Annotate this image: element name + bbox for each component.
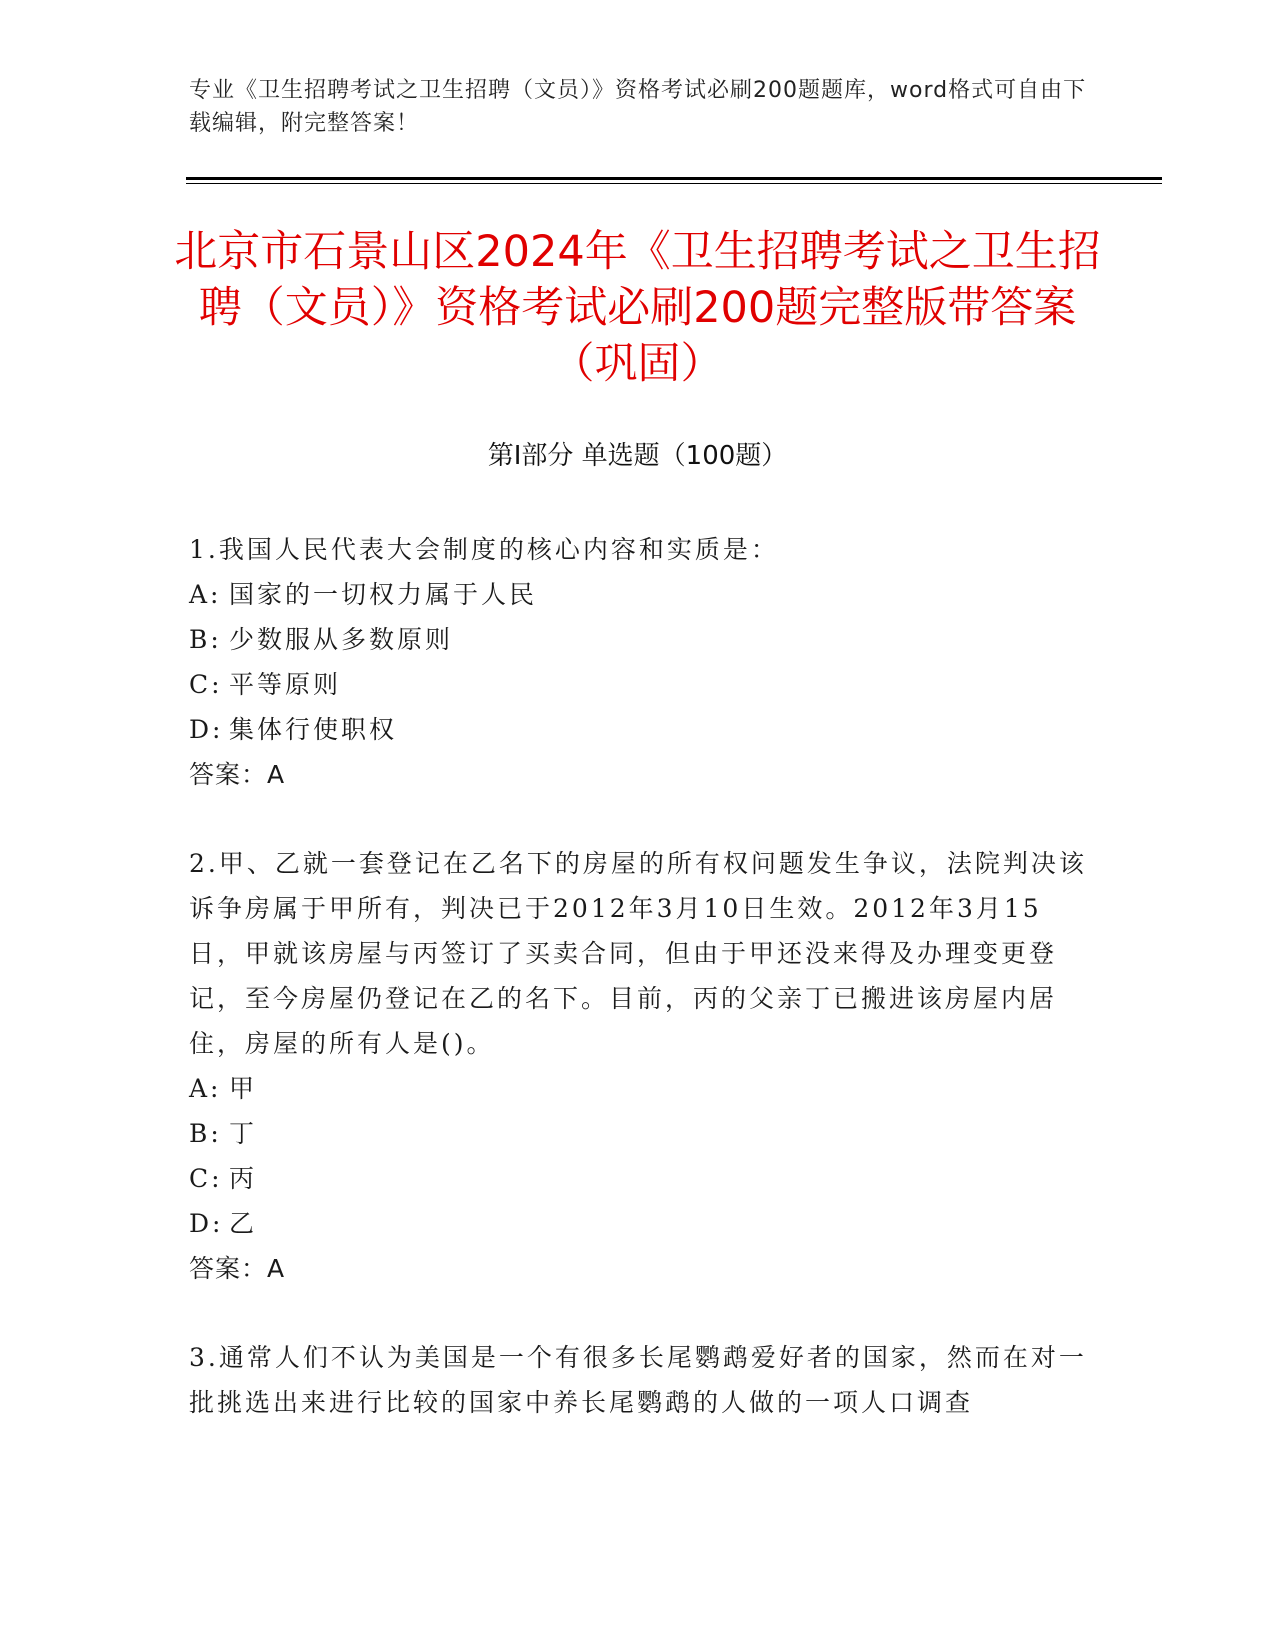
option-b	[189, 617, 1089, 662]
option-text: 丙	[229, 1164, 258, 1193]
option-letter: C:	[189, 1164, 223, 1193]
question-stem: 1.我国人民代表大会制度的核心内容和实质是：	[189, 535, 779, 564]
question-2	[189, 841, 1089, 1291]
header-divider-thin	[186, 183, 1162, 184]
option-c	[189, 1156, 1089, 1201]
option-a	[189, 1066, 1089, 1111]
question-list	[189, 527, 1089, 1469]
option-c	[189, 662, 1089, 707]
section-heading: 第I部分 单选题（100题）	[487, 441, 788, 471]
option-text: 丁	[229, 1119, 258, 1148]
document-title: 北京市石景山区2024年《卫生招聘考试之卫生招聘（文员）》资格考试必刷200题完整版带答案（巩固）	[174, 227, 1101, 389]
header-note: 专业《卫生招聘考试之卫生招聘（文员）》资格考试必刷200题题库，word格式可自由下载编辑，附完整答案！	[189, 78, 1087, 136]
option-letter: B:	[189, 1119, 222, 1148]
option-d	[189, 707, 1089, 752]
option-letter: A:	[189, 580, 222, 609]
option-text: 国家的一切权力属于人民	[229, 580, 538, 609]
option-text: 集体行使职权	[229, 715, 398, 744]
option-a	[189, 572, 1089, 617]
option-letter: C:	[189, 670, 223, 699]
answer-line: 答案：A	[189, 1254, 286, 1283]
option-letter: B:	[189, 625, 222, 654]
option-d	[189, 1201, 1089, 1246]
question-stem: 3.通常人们不认为美国是一个有很多长尾鹦鹉爱好者的国家，然而在对一批挑选出来进行比较的国家中养长尾鹦鹉的人做的一项人口调查	[189, 1343, 1087, 1417]
header-divider-thick	[186, 177, 1162, 180]
option-letter: A:	[189, 1074, 222, 1103]
option-letter: D:	[189, 715, 224, 744]
question-stem: 2.甲、乙就一套登记在乙名下的房屋的所有权问题发生争议，法院判决该诉争房属于甲所有，判决已于2012年3月10日生效。2012年3月15日，甲就该房屋与丙签订了买卖合同，但由于甲还没来得及办理变更登记，至今房屋仍登记在乙的名下。目前，丙的父亲丁已搬进该房屋内居住，房屋的所有人是()。	[189, 849, 1087, 1058]
option-text: 少数服从多数原则	[229, 625, 454, 654]
option-letter: D:	[189, 1209, 224, 1238]
question-3	[189, 1335, 1089, 1425]
question-1	[189, 527, 1089, 797]
option-text: 乙	[229, 1209, 258, 1238]
option-text: 甲	[229, 1074, 258, 1103]
answer-line: 答案：A	[189, 760, 286, 789]
option-text: 平等原则	[229, 670, 342, 699]
option-b	[189, 1111, 1089, 1156]
